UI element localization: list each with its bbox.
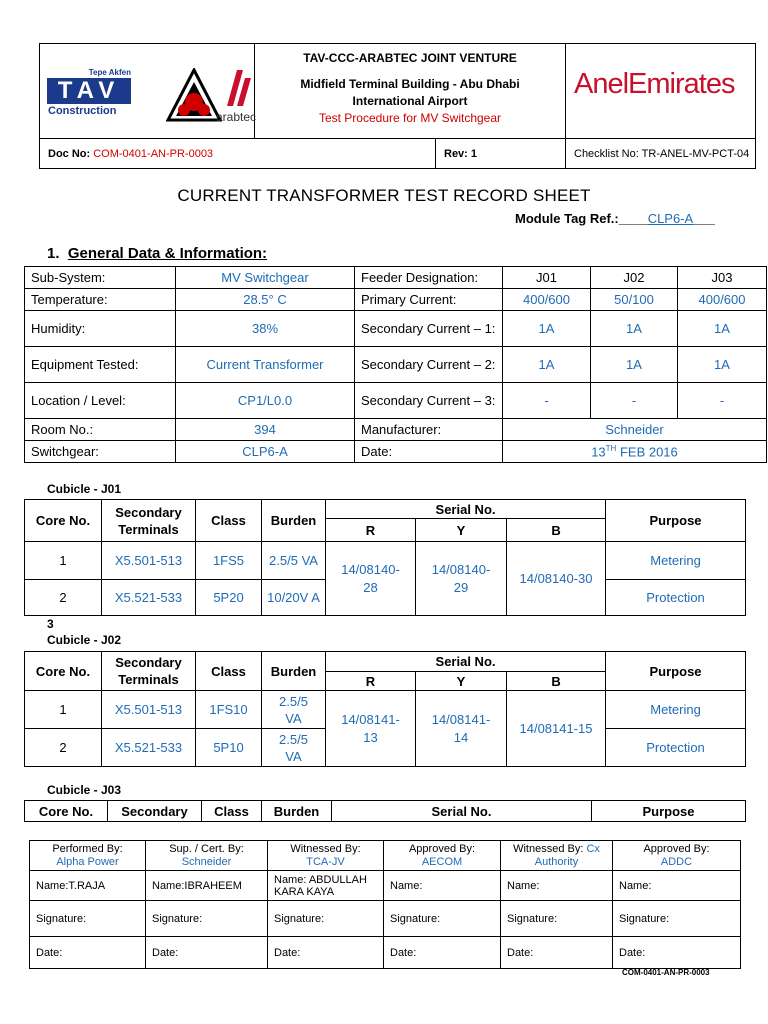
sub-system-label: Sub-System:: [25, 267, 176, 289]
col-purpose: Purpose: [606, 652, 746, 691]
date-field[interactable]: Date:: [384, 937, 501, 969]
test-date-day: 13: [591, 444, 606, 460]
primary-current-j03: 400/600: [678, 289, 767, 311]
serial-y: 14/08140-29: [416, 542, 507, 616]
section-number: 1.: [47, 245, 60, 262]
secondary-current-3-j03: -: [678, 383, 767, 419]
secondary-current-1-j03: 1A: [678, 311, 767, 347]
section-title: General Data & Information:: [67, 245, 268, 262]
equipment-value: Current Transformer: [176, 347, 355, 383]
manufacturer-value: Schneider: [503, 419, 767, 441]
cubicle-j03-table: [24, 800, 746, 822]
temperature-value: 28.5° C: [176, 289, 355, 311]
switchgear-label: Switchgear:: [25, 441, 176, 463]
signoff-org: Alpha Power: [56, 855, 119, 868]
document-meta-row: [40, 138, 756, 169]
signature-field[interactable]: Signature:: [384, 901, 501, 937]
signoff-name: Name:: [501, 871, 613, 901]
module-tag-value: CLP6-A: [647, 211, 694, 226]
signoff-role: Sup. / Cert. By:: [169, 842, 244, 855]
switchgear-value: CLP6-A: [176, 441, 355, 463]
class-value: 5P10: [196, 729, 262, 767]
sheet-title: CURRENT TRANSFORMER TEST RECORD SHEET: [177, 186, 591, 205]
witnessed-by-tca-header: [268, 841, 384, 871]
secondary-current-1-j01: 1A: [503, 311, 591, 347]
test-date-rest: FEB 2016: [616, 444, 678, 460]
col-serial-no: Serial No.: [326, 500, 606, 519]
burden-value: 2.5/5 VA: [262, 729, 326, 767]
joint-venture-name: TAV-CCC-ARABTEC JOINT VENTURE: [303, 51, 517, 65]
core-no: 1: [25, 691, 102, 729]
location-value: CP1/L0.0: [176, 383, 355, 419]
date-field[interactable]: Date:: [501, 937, 613, 969]
serial-b: 14/08140-30: [507, 542, 606, 616]
col-purpose: Purpose: [606, 500, 746, 542]
col-serial-y: Y: [416, 672, 507, 691]
signoff-org: AECOM: [421, 855, 463, 868]
footer-doc-code: COM-0401-AN-PR-0003: [622, 968, 710, 977]
col-burden: Burden: [262, 500, 326, 542]
signoff-role: Performed By:: [52, 842, 123, 855]
project-info: [255, 44, 566, 138]
test-date-value: [503, 441, 767, 463]
col-serial-r: R: [326, 519, 416, 542]
feeder-j01: J01: [503, 267, 591, 289]
secondary-current-2-j01: 1A: [503, 347, 591, 383]
approved-by-addc-header: [613, 841, 741, 871]
secondary-current-3-j01: -: [503, 383, 591, 419]
primary-current-j02: 50/100: [591, 289, 678, 311]
equipment-label: Equipment Tested:: [25, 347, 176, 383]
doc-number: [40, 139, 436, 169]
module-tag-label: Module Tag Ref.:____: [515, 211, 648, 226]
humidity-label: Humidity:: [25, 311, 176, 347]
doc-number-value: COM-0401-AN-PR-0003: [93, 148, 214, 160]
col-burden: Burden: [262, 652, 326, 691]
col-class: Class: [196, 652, 262, 691]
feeder-j03: J03: [678, 267, 767, 289]
cubicle-j01-table: [24, 499, 746, 616]
certified-by-header: [146, 841, 268, 871]
serial-y: 14/08141-14: [416, 691, 507, 767]
serial-r: 14/08141-13: [326, 691, 416, 767]
col-core-no: Core No.: [25, 500, 102, 542]
module-tag-suffix: ___: [693, 211, 715, 226]
col-serial-b: B: [507, 519, 606, 542]
purpose-value: Metering: [606, 542, 746, 580]
col-serial-no: Serial No.: [332, 801, 592, 822]
location-label: Location / Level:: [25, 383, 176, 419]
arabtec-text: arabtec: [216, 110, 257, 124]
signoff-role: Witnessed By:: [290, 842, 361, 855]
doc-number-label: Doc No:: [48, 148, 91, 160]
secondary-current-3-label: Secondary Current – 3:: [355, 383, 503, 419]
signoff-org: Authority: [534, 855, 579, 868]
burden-value: 10/20V A: [262, 580, 326, 616]
signoff-org-inline: Cx: [586, 842, 600, 855]
signoff-org: TCA-JV: [306, 855, 345, 868]
col-burden: Burden: [262, 801, 332, 822]
primary-current-label: Primary Current:: [355, 289, 503, 311]
signoff-org: ADDC: [660, 855, 693, 868]
signature-field[interactable]: Signature:: [146, 901, 268, 937]
secondary-current-2-label: Secondary Current – 2:: [355, 347, 503, 383]
class-value: 5P20: [196, 580, 262, 616]
date-label: Date:: [355, 441, 503, 463]
date-field[interactable]: Date:: [613, 937, 741, 969]
project-name-line2: International Airport: [352, 94, 468, 108]
room-label: Room No.:: [25, 419, 176, 441]
secondary-terminals: X5.521-533: [102, 580, 196, 616]
secondary-terminals: X5.521-533: [102, 729, 196, 767]
ccc-emblem-icon: [166, 68, 222, 122]
secondary-current-2-j02: 1A: [591, 347, 678, 383]
humidity-value: 38%: [176, 311, 355, 347]
signoff-table: [29, 840, 741, 969]
signoff-role: Witnessed By:: [513, 842, 584, 855]
temperature-label: Temperature:: [25, 289, 176, 311]
col-serial-b: B: [507, 672, 606, 691]
feeder-label: Feeder Designation:: [355, 267, 503, 289]
revision: Rev: 1: [436, 139, 566, 169]
date-field[interactable]: Date:: [146, 937, 268, 969]
stray-digit: 3: [47, 617, 54, 631]
signature-field[interactable]: Signature:: [268, 901, 384, 937]
anel-emirates-logo: [566, 44, 756, 138]
sub-system-value: MV Switchgear: [176, 267, 355, 289]
contractor-logos: [40, 44, 255, 138]
signature-field[interactable]: Signature:: [501, 901, 613, 937]
approved-by-aecom-header: [384, 841, 501, 871]
project-name-line1: Midfield Terminal Building - Abu Dhabi: [300, 77, 520, 91]
core-no: 2: [25, 729, 102, 767]
signoff-name: Name:: [613, 871, 741, 901]
signoff-role: Approved By:: [643, 842, 710, 855]
manufacturer-label: Manufacturer:: [355, 419, 503, 441]
col-class: Class: [202, 801, 262, 822]
col-secondary: Secondary: [108, 801, 202, 822]
arabtec-logo-icon: [223, 66, 253, 108]
signature-field[interactable]: Signature:: [613, 901, 741, 937]
section-heading-general: [47, 245, 267, 262]
performed-by-header: [30, 841, 146, 871]
col-serial-r: R: [326, 672, 416, 691]
core-no: 2: [25, 580, 102, 616]
signoff-name: Name:IBRAHEEM: [146, 871, 268, 901]
cubicle-j02-table: [24, 651, 746, 767]
col-serial-y: Y: [416, 519, 507, 542]
cubicle-j02-label: Cubicle - J02: [47, 633, 122, 647]
col-serial-no: Serial No.: [326, 652, 606, 672]
class-value: 1FS10: [196, 691, 262, 729]
module-tag-ref: [515, 211, 715, 226]
burden-value: 2.5/5 VA: [262, 542, 326, 580]
signoff-org: Schneider: [181, 855, 232, 868]
checklist-number: Checklist No: TR-ANEL-MV-PCT-04: [574, 148, 750, 160]
col-core-no: Core No.: [25, 652, 102, 691]
purpose-value: Protection: [606, 729, 746, 767]
class-value: 1FS5: [196, 542, 262, 580]
tav-letters: TAV: [47, 78, 131, 104]
secondary-terminals: X5.501-513: [102, 542, 196, 580]
signoff-name: Name:T.RAJA: [30, 871, 146, 901]
cubicle-j01-label: Cubicle - J01: [47, 482, 122, 496]
signature-field[interactable]: Signature:: [30, 901, 146, 937]
secondary-terminals: X5.501-513: [102, 691, 196, 729]
cubicle-j03-label: Cubicle - J03: [47, 783, 122, 797]
test-date-suffix: TH: [605, 443, 617, 453]
signoff-name: Name: ABDULLAH KARA KAYA: [268, 871, 384, 901]
col-purpose: Purpose: [592, 801, 746, 822]
witnessed-by-cx-header: [501, 841, 613, 871]
primary-current-j01: 400/600: [503, 289, 591, 311]
signoff-name: Name:: [384, 871, 501, 901]
general-data-table: [24, 266, 767, 463]
feeder-j02: J02: [591, 267, 678, 289]
date-field[interactable]: Date:: [30, 937, 146, 969]
purpose-value: Metering: [606, 691, 746, 729]
date-field[interactable]: Date:: [268, 937, 384, 969]
procedure-title: Test Procedure for MV Switchgear: [318, 111, 502, 125]
col-class: Class: [196, 500, 262, 542]
anel-logo-text: AnelEmirates: [574, 68, 735, 100]
tav-logo: [47, 68, 133, 120]
purpose-value: Protection: [606, 580, 746, 616]
core-no: 1: [25, 542, 102, 580]
burden-value: 2.5/5 VA: [262, 691, 326, 729]
signoff-role: Approved By:: [408, 842, 476, 855]
room-value: 394: [176, 419, 355, 441]
secondary-current-2-j03: 1A: [678, 347, 767, 383]
col-core-no: Core No.: [25, 801, 108, 822]
serial-r: 14/08140-28: [326, 542, 416, 616]
tav-top-text: Tepe Akfen: [88, 68, 131, 77]
document-header: [39, 43, 756, 169]
secondary-current-3-j02: -: [591, 383, 678, 419]
secondary-current-1-j02: 1A: [591, 311, 678, 347]
serial-b: 14/08141-15: [507, 691, 606, 767]
col-secondary-terminals: Secondary Terminals: [102, 500, 196, 542]
col-secondary-terminals: Secondary Terminals: [102, 652, 196, 691]
tav-sub-text: Construction: [48, 105, 117, 117]
secondary-current-1-label: Secondary Current – 1:: [355, 311, 503, 347]
